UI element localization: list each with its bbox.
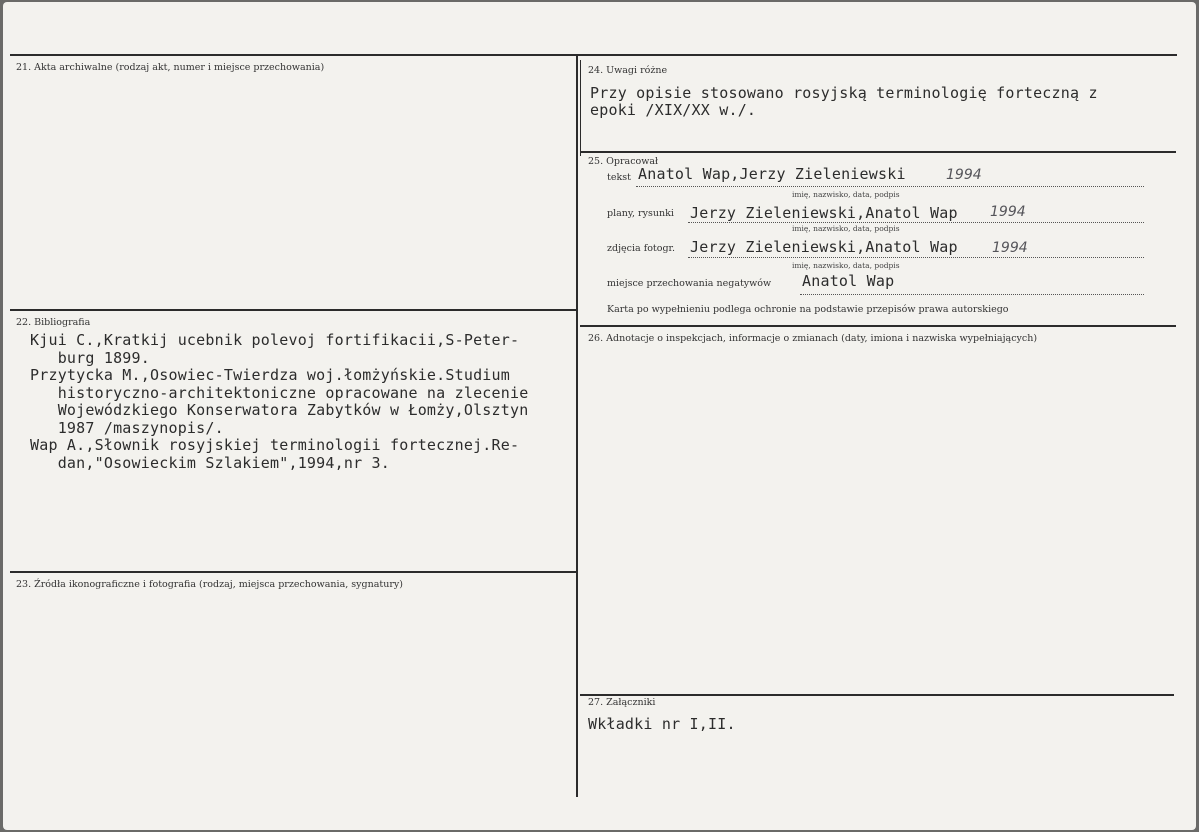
section-26-label: 26. Adnotacje o inspekcjach, informacje o zmianach (daty, imiona i nazwiska wypełniających) bbox=[588, 333, 1038, 344]
bibliography-line: Wojewódzkiego Konserwatora Zabytków w Łomży,Olsztyn bbox=[30, 401, 529, 419]
rule-27 bbox=[580, 694, 1174, 696]
plany-value: Jerzy Zieleniewski,Anatol Wap bbox=[690, 204, 958, 222]
tekst-year: 1994 bbox=[946, 167, 982, 183]
rule-23 bbox=[10, 571, 576, 573]
section-22-label: 22. Bibliografia bbox=[16, 317, 91, 328]
section-24-label: 24. Uwagi różne bbox=[588, 65, 668, 76]
zdjecia-label: zdjęcia fotogr. bbox=[607, 243, 676, 254]
bibliography-line: historyczno-architektoniczne opracowane na zlecenie bbox=[30, 383, 529, 402]
section-21-label: 21. Akta archiwalne (rodzaj akt, numer i miejsce przechowania) bbox=[16, 62, 325, 73]
bibliography-list bbox=[30, 332, 528, 472]
bibliography-line: burg 1899. bbox=[30, 348, 150, 367]
plany-year: 1994 bbox=[990, 204, 1026, 220]
plany-label: plany, rysunki bbox=[607, 208, 674, 219]
tekst-label: tekst bbox=[607, 172, 631, 183]
rule-25 bbox=[580, 151, 1176, 153]
tekst-caption: imię, nazwisko, data, podpis bbox=[792, 190, 900, 199]
miejsce-label: miejsce przechowania negatywów bbox=[607, 278, 772, 289]
zdjecia-caption: imię, nazwisko, data, podpis bbox=[792, 261, 900, 270]
section-23-label: 23. Źródła ikonograficzne i fotografia (rodzaj, miejsca przechowania, sygnatury) bbox=[16, 579, 403, 590]
section-27-label: 27. Załączniki bbox=[588, 697, 656, 708]
plany-dotted-line bbox=[688, 222, 1144, 223]
bibliography-line: Przytycka M.,Osowiec-Twierdza woj.łomżyńskie.Studium bbox=[30, 366, 510, 384]
zdjecia-dotted-line bbox=[688, 257, 1144, 258]
bibliography-line: dan,"Osowieckim Szlakiem",1994,nr 3. bbox=[30, 453, 390, 472]
center-divider bbox=[576, 55, 578, 797]
copyright-note: Karta po wypełnieniu podlega ochronie na podstawie przepisów prawa autorskiego bbox=[607, 304, 1009, 315]
zdjecia-value: Jerzy Zieleniewski,Anatol Wap bbox=[690, 238, 958, 256]
bibliography-line: Wap A.,Słownik rosyjskiej terminologii fortecznej.Re- bbox=[30, 436, 520, 454]
plany-caption: imię, nazwisko, data, podpis bbox=[792, 224, 900, 233]
miejsce-dotted-line bbox=[800, 294, 1144, 295]
zdjecia-year: 1994 bbox=[992, 240, 1028, 256]
miejsce-value: Anatol Wap bbox=[802, 272, 895, 290]
tekst-dotted-line bbox=[636, 186, 1144, 187]
bibliography-line: Kjui C.,Kratkij ucebnik polevoj fortifikacii,S-Peter- bbox=[30, 331, 520, 349]
bibliography-line: 1987 /maszynopis/. bbox=[30, 418, 224, 437]
remarks-line-1: Przy opisie stosowano rosyjską terminologię forteczną z bbox=[590, 84, 1098, 102]
top-rule bbox=[10, 54, 1177, 56]
section-25-label: 25. Opracował bbox=[588, 156, 659, 167]
rule-26 bbox=[580, 325, 1176, 327]
remarks-line-2: epoki /XIX/XX w./. bbox=[590, 101, 757, 119]
tekst-value: Anatol Wap,Jerzy Zieleniewski bbox=[638, 165, 906, 183]
rule-22 bbox=[10, 309, 576, 311]
attachments-value: Wkładki nr I,II. bbox=[588, 715, 736, 733]
right-col-left-edge bbox=[580, 60, 581, 156]
